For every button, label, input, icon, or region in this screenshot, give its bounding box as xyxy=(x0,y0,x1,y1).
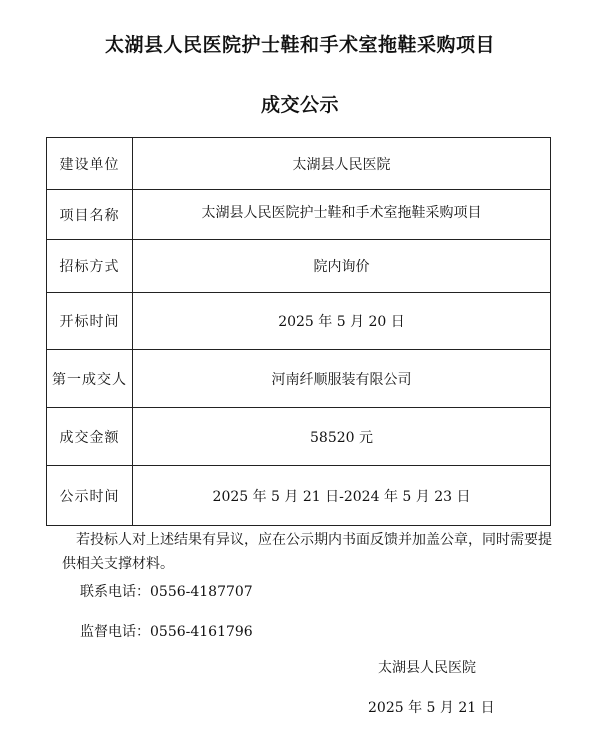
row-value: 河南纤顺服装有限公司 xyxy=(133,350,551,408)
table-row xyxy=(47,350,551,408)
document-title: 太湖县人民医院护士鞋和手术室拖鞋采购项目 xyxy=(104,34,495,56)
table-row xyxy=(47,138,551,190)
row-label: 公示时间 xyxy=(47,466,133,526)
row-value: 2025 年 5 月 20 日 xyxy=(133,293,551,350)
objection-notice: 若投标人对上述结果有异议，应在公示期内书面反馈并加盖公章，同时需要提供相关支撑材料。 xyxy=(62,532,552,572)
row-label: 建设单位 xyxy=(47,138,133,190)
row-value: 太湖县人民医院 xyxy=(133,138,551,190)
row-value: 2025 年 5 月 21 日-2024 年 5 月 23 日 xyxy=(133,466,551,526)
row-label: 开标时间 xyxy=(47,293,133,350)
table-row xyxy=(47,293,551,350)
issuer-signature: 太湖县人民医院 xyxy=(378,660,476,676)
row-label: 招标方式 xyxy=(47,240,133,293)
row-label: 项目名称 xyxy=(47,190,133,240)
row-label: 第一成交人 xyxy=(47,350,133,408)
supervise-phone: 监督电话：0556-4161796 xyxy=(80,624,253,640)
table-row xyxy=(47,466,551,526)
issue-date: 2025 年 5 月 21 日 xyxy=(368,700,495,716)
row-value: 太湖县人民医院护士鞋和手术室拖鞋采购项目 xyxy=(133,190,551,240)
document-subtitle: 成交公示 xyxy=(260,94,339,116)
contact-phone: 联系电话：0556-4187707 xyxy=(80,584,253,600)
row-value: 58520 元 xyxy=(133,408,551,466)
table-row xyxy=(47,190,551,240)
table-row xyxy=(47,240,551,293)
row-value: 院内询价 xyxy=(133,240,551,293)
info-table xyxy=(46,137,551,526)
table-row xyxy=(47,408,551,466)
row-label: 成交金额 xyxy=(47,408,133,466)
